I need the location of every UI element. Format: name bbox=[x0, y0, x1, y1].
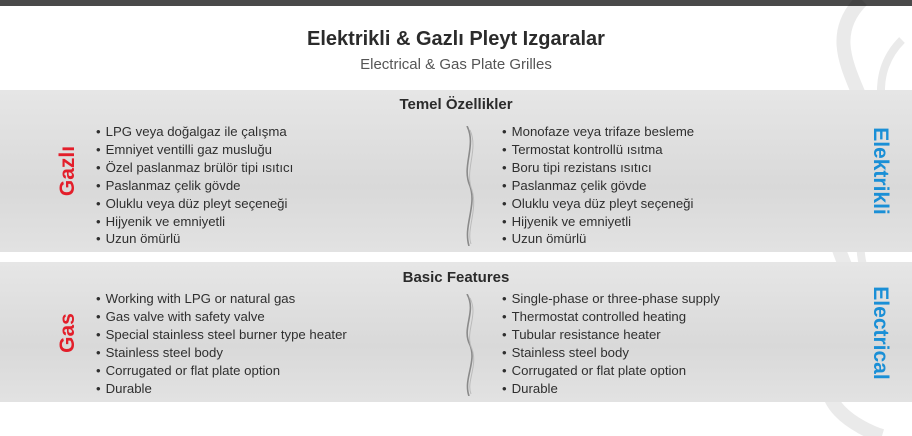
list-item: • Uzun ömürlü bbox=[96, 230, 293, 248]
list-item: • Monofaze veya trifaze besleme bbox=[502, 123, 694, 141]
list-item: • Özel paslanmaz brülör tipi ısıtıcı bbox=[96, 159, 293, 177]
list-item: • Corrugated or flat plate option bbox=[96, 362, 347, 380]
gas-side-label: Gas bbox=[56, 313, 79, 353]
features-band-turkish bbox=[0, 90, 912, 252]
list-item: • Emniyet ventilli gaz musluğu bbox=[96, 141, 293, 159]
list-item: • Oluklu veya düz pleyt seçeneği bbox=[502, 195, 694, 213]
list-item: • Hijyenik ve emniyetli bbox=[502, 213, 694, 231]
band-heading-english: Basic Features bbox=[402, 269, 510, 286]
divider-swirl bbox=[461, 294, 477, 396]
list-item: • Special stainless steel burner type heater bbox=[96, 326, 347, 344]
page-title: Elektrikli & Gazlı Pleyt Izgaralar bbox=[307, 28, 605, 50]
gas-feature-list-english bbox=[96, 290, 347, 397]
electric-side-label: Elektrikli bbox=[869, 127, 892, 215]
list-item: • Tubular resistance heater bbox=[502, 326, 720, 344]
page-subtitle: Electrical & Gas Plate Grilles bbox=[360, 56, 552, 73]
divider-swirl bbox=[461, 126, 477, 246]
list-item: • Oluklu veya düz pleyt seçeneği bbox=[96, 195, 293, 213]
list-item: • Gas valve with safety valve bbox=[96, 308, 347, 326]
electric-side-label: Electrical bbox=[869, 286, 892, 380]
list-item: • Uzun ömürlü bbox=[502, 230, 694, 248]
list-item: • Stainless steel body bbox=[502, 344, 720, 362]
gas-side-label: Gazlı bbox=[56, 145, 79, 197]
list-item: • LPG veya doğalgaz ile çalışma bbox=[96, 123, 293, 141]
list-item: • Corrugated or flat plate option bbox=[502, 362, 720, 380]
list-item: • Single-phase or three-phase supply bbox=[502, 290, 720, 308]
list-item: • Termostat kontrollü ısıtma bbox=[502, 141, 694, 159]
features-band-english bbox=[0, 262, 912, 402]
list-item: • Hijyenik ve emniyetli bbox=[96, 213, 293, 231]
list-item: • Durable bbox=[96, 380, 347, 398]
band-heading-turkish: Temel Özellikler bbox=[399, 96, 513, 113]
list-item: • Stainless steel body bbox=[96, 344, 347, 362]
electric-feature-list-english bbox=[502, 290, 720, 397]
list-item: • Boru tipi rezistans ısıtıcı bbox=[502, 159, 694, 177]
list-item: • Paslanmaz çelik gövde bbox=[96, 177, 293, 195]
list-item: • Durable bbox=[502, 380, 720, 398]
list-item: • Thermostat controlled heating bbox=[502, 308, 720, 326]
gas-feature-list-turkish bbox=[96, 123, 293, 248]
list-item: • Working with LPG or natural gas bbox=[96, 290, 347, 308]
list-item: • Paslanmaz çelik gövde bbox=[502, 177, 694, 195]
electric-feature-list-turkish bbox=[502, 123, 694, 248]
